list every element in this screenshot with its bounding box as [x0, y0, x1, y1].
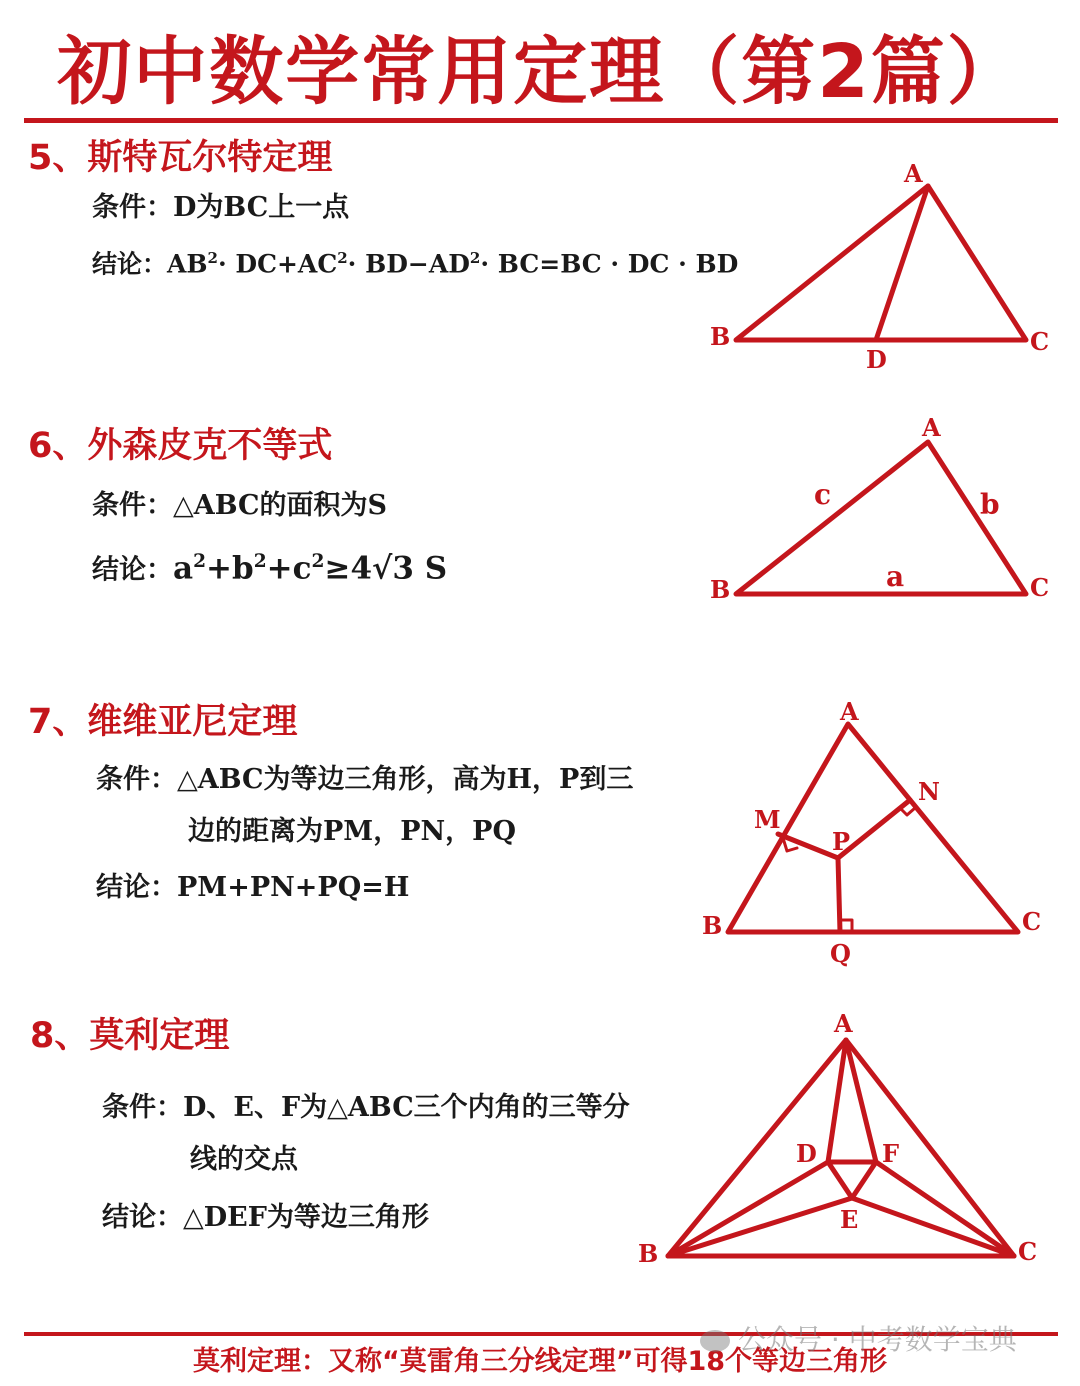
conc-sup: 2 [207, 249, 218, 267]
weitzenbock-label-b: B [710, 575, 731, 604]
conc-part: · BD−AD [347, 249, 470, 279]
watermark-text: 公众号 · 中考数学宝典 [738, 1323, 1017, 1356]
section-8-title: 8、莫利定理 [30, 1016, 230, 1056]
conclusion-label: 结论： [96, 872, 177, 903]
morley-trisector-c-f [876, 1162, 1014, 1256]
stewart-triangle [736, 186, 1026, 340]
viviani-label-q: Q [830, 939, 851, 968]
section-8-condition-cont: 线的交点 [190, 1144, 298, 1175]
weitzenbock-figure [710, 413, 1049, 604]
conc-part: · BC=BC · DC · BD [480, 249, 739, 279]
morley-label-b: B [638, 1239, 659, 1268]
condition-text: D为BC上一点 [173, 192, 350, 223]
viviani-label-c: C [1022, 907, 1042, 936]
condition-label: 条件： [102, 1092, 183, 1123]
morley-triangle-def [828, 1162, 876, 1198]
weitzenbock-side-a: a [886, 560, 905, 593]
weitzenbock-label-c: C [1030, 573, 1050, 602]
morley-label-c: C [1018, 1237, 1038, 1266]
morley-label-f: F [882, 1139, 900, 1168]
wechat-icon [700, 1330, 730, 1352]
weitzenbock-side-b: b [980, 488, 1000, 521]
conc-sup: 2 [311, 551, 325, 572]
conclusion-text: △DEF为等边三角形 [183, 1202, 429, 1233]
stewart-figure [710, 159, 1049, 374]
watermark [700, 1322, 1017, 1358]
footer-note: 莫利定理：又称“莫雷角三分线定理”可得18个等边三角形 [192, 1346, 888, 1377]
section-7-condition-cont: 边的距离为PM，PN，PQ [188, 816, 516, 847]
morley-label-d: D [796, 1139, 817, 1168]
condition-text: △ABC的面积为S [173, 490, 388, 521]
morley-figure [638, 1009, 1037, 1268]
conclusion-label: 结论： [102, 1202, 183, 1233]
weitzenbock-label-a: A [922, 413, 941, 442]
conc-part: a [173, 550, 194, 587]
stewart-label-b: B [710, 322, 731, 351]
page-title: 初中数学常用定理（第2篇） [57, 29, 1023, 115]
viviani-right-angle-n [900, 808, 915, 815]
conc-part: · DC+AC [217, 249, 338, 279]
morley-trisector-b-e [668, 1198, 852, 1256]
morley-label-a: A [834, 1009, 853, 1038]
section-6-title: 6、外森皮克不等式 [28, 426, 333, 466]
conc-sup: 2 [469, 249, 481, 267]
section-5-title: 5、斯特瓦尔特定理 [28, 138, 333, 178]
viviani-label-a: A [840, 697, 859, 726]
viviani-label-b: B [702, 911, 723, 940]
conclusion-label: 结论： [92, 554, 173, 586]
conc-part: ≥4√3 S [324, 550, 448, 587]
conc-sup: 2 [193, 551, 207, 572]
morley-trisector-b-d [668, 1162, 828, 1256]
conc-sup: 2 [337, 249, 348, 267]
viviani-figure [702, 697, 1041, 968]
stewart-label-c: C [1030, 327, 1050, 356]
viviani-label-n: N [918, 777, 940, 806]
condition-label: 条件： [92, 192, 173, 223]
conc-part: AB [167, 249, 208, 279]
conc-part: +b [206, 550, 254, 587]
stewart-label-a: A [904, 159, 923, 188]
viviani-label-m: M [754, 805, 781, 834]
weitzenbock-side-c: c [814, 478, 832, 511]
condition-label: 条件： [92, 490, 173, 521]
morley-label-e: E [840, 1205, 859, 1234]
section-7-title: 7、维维亚尼定理 [28, 702, 298, 742]
stewart-label-d: D [866, 345, 887, 374]
condition-text: △ABC为等边三角形，高为H，P到三 [177, 764, 634, 795]
conclusion-text: PM+PN+PQ=H [177, 872, 410, 903]
conc-sup: 2 [253, 551, 267, 572]
conclusion-label: 结论： [92, 249, 168, 279]
viviani-label-p: P [832, 827, 851, 856]
condition-label: 条件： [96, 764, 177, 795]
condition-text: D、E、F为△ABC三个内角的三等分 [183, 1092, 630, 1123]
conc-part: +c [266, 550, 312, 587]
